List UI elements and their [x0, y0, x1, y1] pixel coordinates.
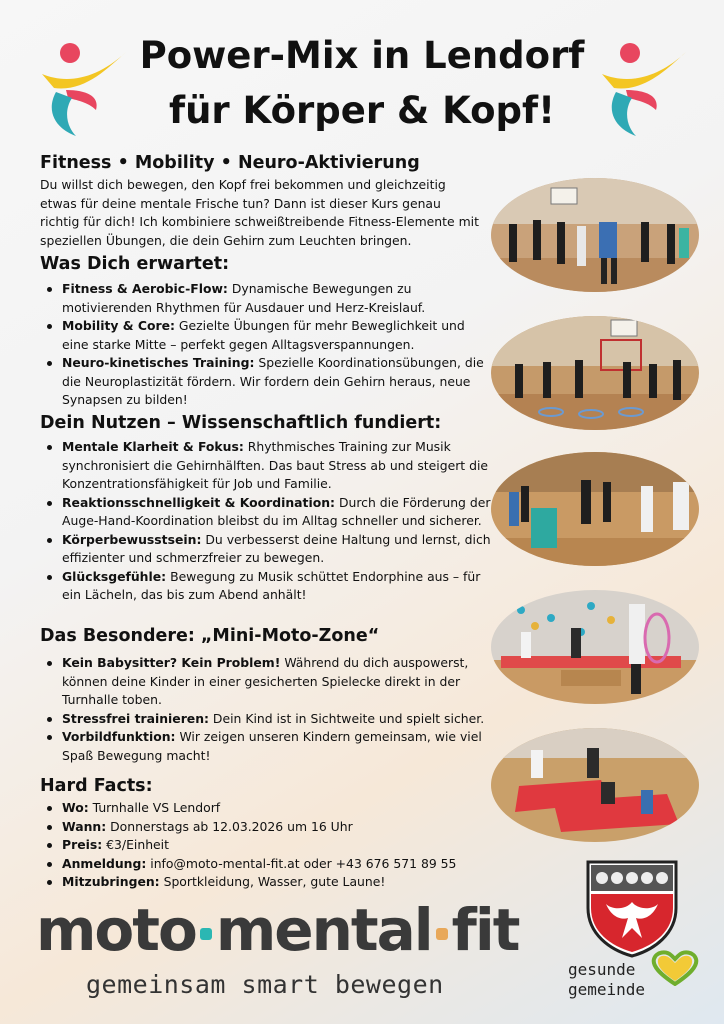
expect-list	[40, 280, 490, 410]
list-item: Wo: Turnhalle VS Lendorf	[40, 799, 500, 818]
page-title	[120, 28, 604, 138]
title-line-2: für Körper & Kopf!	[168, 89, 555, 132]
expect-heading: Was Dich erwartet:	[40, 254, 230, 274]
list-item: Glücksgefühle: Bewegung zu Musik schüttet Endorphine aus – für ein Lächeln, das bis zum Abend anhält!	[40, 568, 495, 605]
dancer-logo-right-icon	[596, 40, 688, 140]
list-item: Mitzubringen: Sportkleidung, Wasser, gute Laune!	[40, 873, 500, 892]
brand-word-3: fit	[451, 896, 519, 964]
photo-coordination-training	[491, 316, 699, 430]
heart-icon	[650, 950, 700, 986]
list-item: Anmeldung: info@moto-mental-fit.at oder +43 676 571 89 55	[40, 855, 500, 874]
photo-play-area	[491, 728, 699, 842]
facts-heading: Hard Facts:	[40, 776, 153, 796]
brand-word-2: mental	[215, 896, 432, 964]
special-list	[40, 654, 490, 765]
list-item: Preis: €3/Einheit	[40, 836, 500, 855]
list-item: Vorbildfunktion: Wir zeigen unseren Kindern gemeinsam, wie viel Spaß Bewegung macht!	[40, 728, 490, 765]
brand-dot-orange	[436, 928, 448, 940]
intro-text: Du willst dich bewegen, den Kopf frei bekommen und gleichzeitig etwas für deine mentale Frische tun? Dann ist dieser Kurs genau richtig für dich! Ich kombiniere schweißtreibende Fitness-Elemente mit speziellen Übungen, die dein Gehirn zum Leuchten bringen.	[40, 177, 479, 248]
municipal-shield-icon	[582, 858, 682, 958]
benefit-heading: Dein Nutzen – Wissenschaftlich fundiert:	[40, 413, 442, 433]
list-item: Körperbewusstsein: Du verbesserst deine Haltung und lernst, dich effizienter und schmerzfreier zu bewegen.	[40, 531, 495, 568]
list-item: Neuro-kinetisches Training: Spezielle Koordinationsübungen, die die Neuroplastizität fördern. Wir fordern dein Gehirn heraus, neue Synapsen zu bilden!	[40, 354, 490, 410]
photo-aerobic-class	[491, 178, 699, 292]
special-heading: Das Besondere: „Mini-Moto-Zone“	[40, 626, 380, 646]
brand-tagline: gemeinsam smart bewegen	[86, 970, 444, 999]
brand-logo	[36, 896, 519, 964]
photo-gym-exercise	[491, 452, 699, 566]
list-item: Stressfrei trainieren: Dein Kind ist in Sichtweite und spielt sicher.	[40, 710, 490, 729]
list-item: Mobility & Core: Gezielte Übungen für mehr Beweglichkeit und eine starke Mitte – perfekt gegen Alltagsverspannungen.	[40, 317, 490, 354]
list-item: Fitness & Aerobic-Flow: Dynamische Bewegungen zu motivierenden Rhythmen für Ausdauer und Herz-Kreislauf.	[40, 280, 490, 317]
facts-list	[40, 799, 500, 892]
dancer-logo-left-icon	[36, 40, 128, 140]
list-item: Mentale Klarheit & Fokus: Rhythmisches Training zur Musik synchronisiert die Gehirnhälften. Das baut Stress ab und steigert die Konzentrationsfähigkeit für Job und Familie.	[40, 438, 495, 494]
badge-line-1: gesunde	[568, 960, 636, 979]
intro-heading: Fitness • Mobility • Neuro-Aktivierung	[40, 153, 420, 173]
list-item: Reaktionsschnelligkeit & Koordination: Durch die Förderung der Auge-Hand-Koordination bleibst du im Alltag schneller und sicherer.	[40, 494, 495, 531]
photo-mini-moto-zone	[491, 590, 699, 704]
list-item: Wann: Donnerstags ab 12.03.2026 um 16 Uhr	[40, 818, 500, 837]
list-item: Kein Babysitter? Kein Problem! Während du dich auspowerst, können deine Kinder in einer gesicherten Spielecke direkt in der Turnhalle toben.	[40, 654, 490, 710]
benefit-list	[40, 438, 495, 605]
brand-word-1: moto	[36, 896, 196, 964]
badge-line-2: gemeinde	[568, 980, 646, 999]
brand-dot-teal	[200, 928, 212, 940]
gesunde-gemeinde-logo	[568, 960, 645, 1000]
title-line-1: Power-Mix in Lendorf	[139, 34, 585, 77]
